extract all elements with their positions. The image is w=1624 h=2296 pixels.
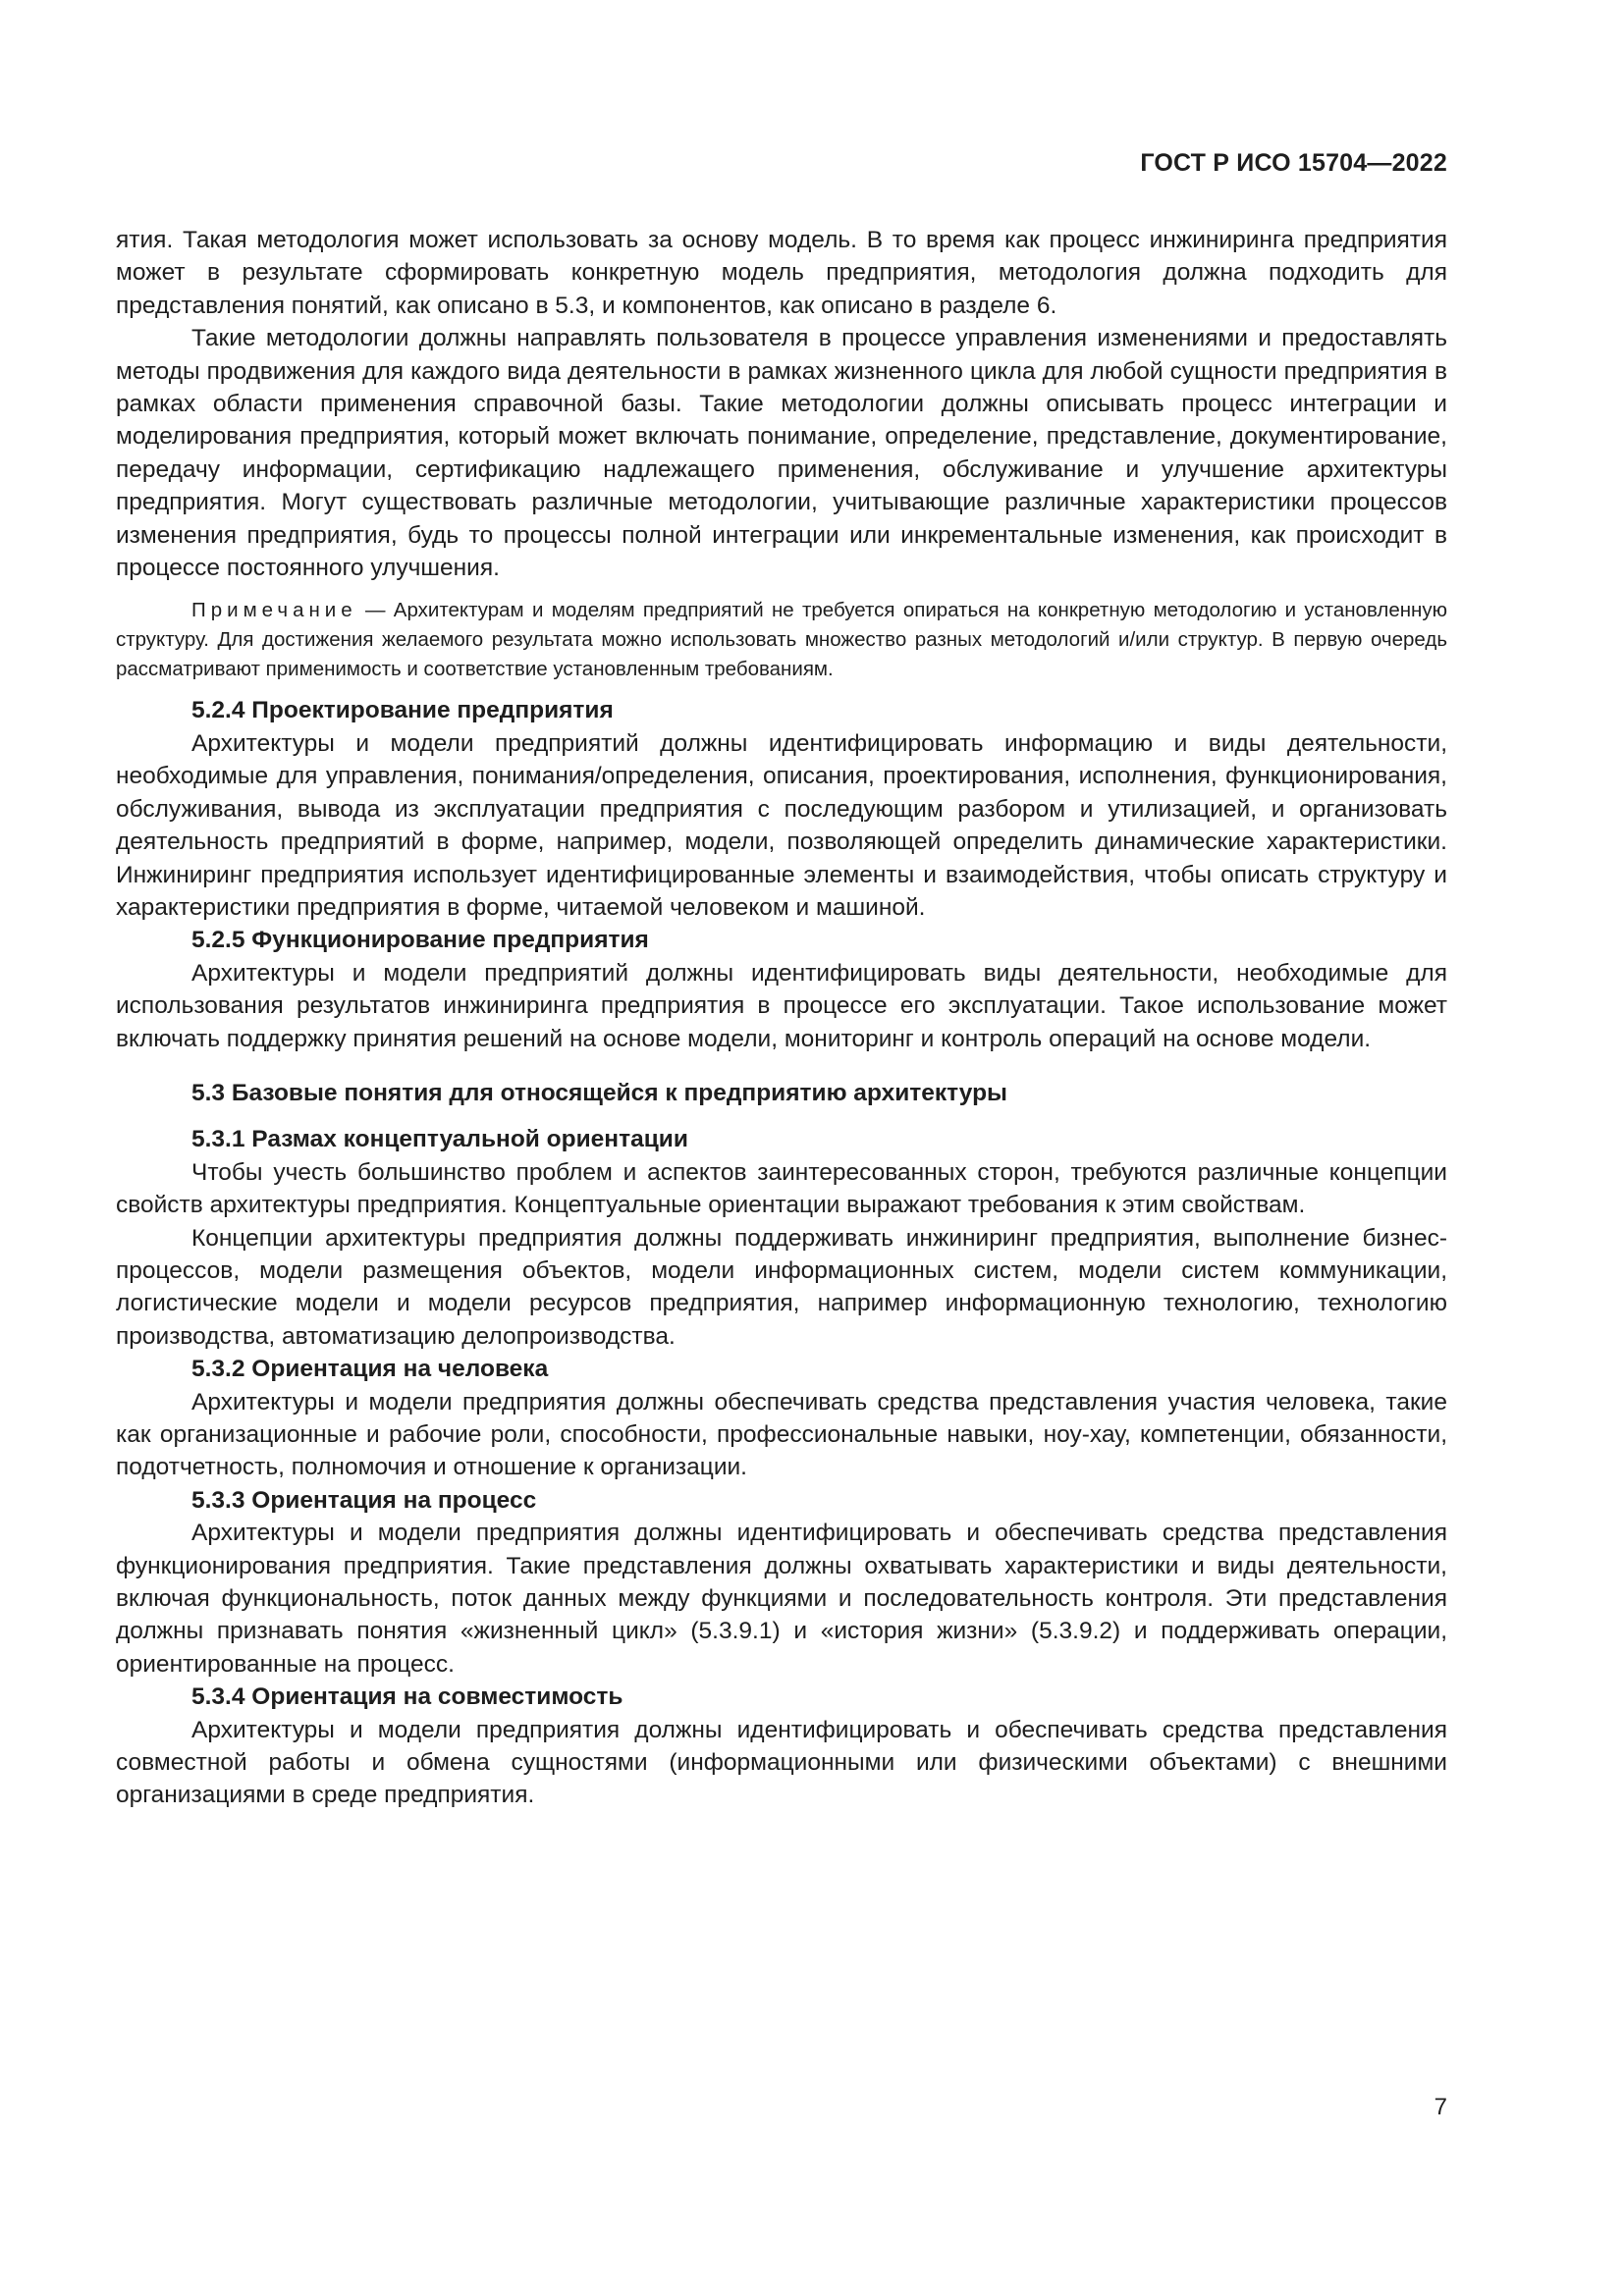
- paragraph-continuation: ятия. Такая методология может использовать за основу модель. В то время как процесс инжиниринга предприятия может в результате сформировать конкретную модель предприятия, методология должна подходить для представления понятий, как описано в 5.3, и компонентов, как описано в разделе 6.: [116, 227, 1447, 319]
- document-header: ГОСТ Р ИСО 15704—2022: [1140, 149, 1447, 177]
- paragraph-5-3-1-b: Концепции архитектуры предприятия должны поддерживать инжиниринг предприятия, выполнение бизнес-процессов, модели размещения объектов, модели информационных систем, модели систем коммуникации, логистические модели и модели ресурсов предприятия, например информационную технологию, технологию производства, автоматизацию делопроизводства.: [116, 1224, 1447, 1350]
- paragraph-5-3-3: Архитектуры и модели предприятия должны идентифицировать и обеспечивать средства представления функционирования предприятия. Такие представления должны охватывать характеристики и виды деятельности, включая функциональность, поток данных между функциями и последовательность контроля. Эти представления должны признавать понятия «жизненный цикл» (5.3.9.1) и «история жизни» (5.3.9.2) и поддерживать операции, ориентированные на процесс.: [116, 1520, 1447, 1678]
- paragraph-5-3-2: Архитектуры и модели предприятия должны обеспечивать средства представления участия человека, такие как организационные и рабочие роли, способности, профессиональные навыки, ноу-хау, компетенции, обязанности, подотчетность, полномочия и отношение к организации.: [116, 1388, 1447, 1481]
- note: [116, 596, 1447, 684]
- paragraph-5-2-4: Архитектуры и модели предприятий должны идентифицировать информацию и виды деятельности, необходимые для управления, понимания/определения, описания, проектирования, исполнения, функционирования, обслуживания, вывода из эксплуатации предприятия с последующим разбором и утилизацией, и организовать деятельность предприятий в форме, например, модели, позволяющей определить динамические характеристики. Инжиниринг предприятия использует идентифицированные элементы и взаимодействия, чтобы описать структуру и характеристики предприятия в форме, читаемой человеком и машиной.: [116, 729, 1447, 921]
- paragraph-5-3-4: Архитектуры и модели предприятия должны идентифицировать и обеспечивать средства представления совместной работы и обмена сущностями (информационными или физическими объектами) с внешними организациями в среде предприятия.: [116, 1716, 1447, 1809]
- note-text: — Архитектурам и моделям предприятий не требуется опираться на конкретную методологию и установленную структуру. Для достижения желаемого результата можно использовать множество разных методологий и/или структур. В первую очередь рассматривают применимость и соответствие установленным требованиям.: [116, 599, 1447, 681]
- heading-5-2-5: 5.2.5 Функционирование предприятия: [191, 927, 649, 954]
- page-content: [116, 224, 1447, 1812]
- heading-5-3-2: 5.3.2 Ориентация на человека: [191, 1356, 549, 1383]
- paragraph-5-2-5: Архитектуры и модели предприятий должны идентифицировать виды деятельности, необходимые для использования результатов инжиниринга предприятия в процессе его эксплуатации. Такое использование может включать поддержку принятия решений на основе модели, мониторинг и контроль операций на основе модели.: [116, 959, 1447, 1052]
- note-label: Примечание: [191, 599, 357, 622]
- heading-5-2-4: 5.2.4 Проектирование предприятия: [191, 697, 614, 724]
- heading-5-3-3: 5.3.3 Ориентация на процесс: [191, 1486, 537, 1514]
- paragraph-methodologies: Такие методологии должны направлять пользователя в процессе управления изменениями и предоставлять методы продвижения для каждого вида деятельности в рамках жизненного цикла для любой сущности предприятия в рамках области применения справочной базы. Такие методологии должны описывать процесс интеграции и моделирования предприятия, который может включать понимание, определение, представление, документирование, передачу информации, сертификацию надлежащего применения, обслуживание и улучшение архитектуры предприятия. Могут существовать различные методологии, учитывающие различные характеристики процессов изменения предприятия, будь то процессы полной интеграции или инкрементальные изменения, как происходит в процессе постоянного улучшения.: [116, 325, 1447, 582]
- heading-5-3: 5.3 Базовые понятия для относящейся к предприятию архитектуры: [191, 1079, 1007, 1106]
- heading-5-3-4: 5.3.4 Ориентация на совместимость: [191, 1683, 623, 1711]
- page-number: 7: [1434, 2094, 1447, 2120]
- paragraph-5-3-1-a: Чтобы учесть большинство проблем и аспектов заинтересованных сторон, требуются различные концепции свойств архитектуры предприятия. Концептуальные ориентации выражают требования к этим свойствам.: [116, 1158, 1447, 1219]
- heading-5-3-1: 5.3.1 Размах концептуальной ориентации: [191, 1126, 688, 1153]
